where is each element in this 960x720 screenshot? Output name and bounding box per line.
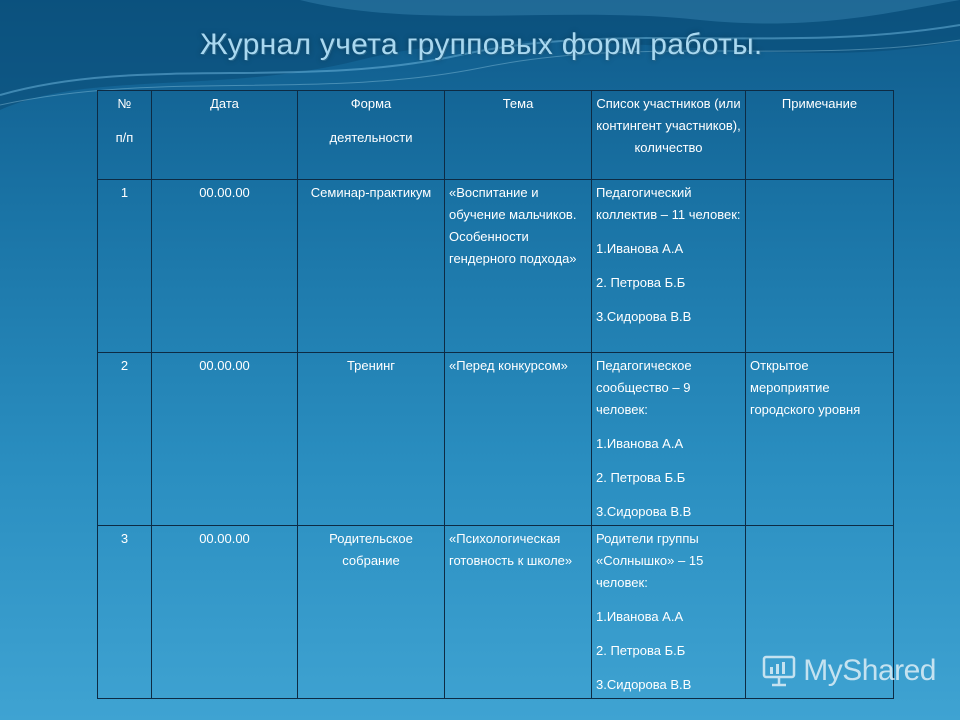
row-date: 00.00.00 <box>152 180 298 353</box>
row-date: 00.00.00 <box>152 353 298 526</box>
watermark-text: MyShared <box>803 654 936 687</box>
row-form: Тренинг <box>298 353 445 526</box>
journal-table <box>97 90 894 699</box>
row-topic: «Воспитание и обучение мальчиков. Особенности гендерного подхода» <box>445 180 592 353</box>
participant-name: 2. Петрова Б.Б <box>596 470 686 485</box>
header-num: № п/п <box>98 91 152 180</box>
row-participants <box>592 526 746 699</box>
participants-group: Педагогический коллектив – 11 человек: <box>596 185 741 222</box>
myshared-watermark <box>761 654 936 688</box>
row-form: Родительское собрание <box>298 526 445 699</box>
table-row <box>98 353 894 526</box>
page-title: Журнал учета групповых форм работы. <box>200 28 763 61</box>
row-num: 2 <box>98 353 152 526</box>
header-date: Дата <box>152 91 298 180</box>
participant-name: 3.Сидорова В.В <box>596 504 692 519</box>
participant-name: 1.Иванова А.А <box>596 609 684 624</box>
participant-name: 2. Петрова Б.Б <box>596 275 686 290</box>
participant-name: 1.Иванова А.А <box>596 241 684 256</box>
row-form: Семинар-практикум <box>298 180 445 353</box>
row-participants <box>592 180 746 353</box>
participant-name: 3.Сидорова В.В <box>596 309 692 324</box>
presentation-board-icon <box>761 654 797 688</box>
table-row <box>98 180 894 353</box>
row-num: 3 <box>98 526 152 699</box>
participants-group: Педагогическое сообщество – 9 человек: <box>596 358 692 417</box>
header-note: Примечание <box>746 91 894 180</box>
row-topic: «Перед конкурсом» <box>445 353 592 526</box>
participant-name: 1.Иванова А.А <box>596 436 684 451</box>
participant-name: 2. Петрова Б.Б <box>596 643 686 658</box>
participant-name: 3.Сидорова В.В <box>596 677 692 692</box>
row-date: 00.00.00 <box>152 526 298 699</box>
participants-group: Родители группы «Солнышко» – 15 человек: <box>596 531 704 590</box>
row-note: Открытое мероприятие городского уровня <box>746 353 894 526</box>
header-topic: Тема <box>445 91 592 180</box>
row-participants <box>592 353 746 526</box>
table-header-row <box>98 91 894 180</box>
row-note <box>746 180 894 353</box>
row-topic: «Психологическая готовность к школе» <box>445 526 592 699</box>
header-form: Форма деятельности <box>298 91 445 180</box>
row-num: 1 <box>98 180 152 353</box>
header-participants: Список участников (или контингент участников), количество <box>592 91 746 180</box>
